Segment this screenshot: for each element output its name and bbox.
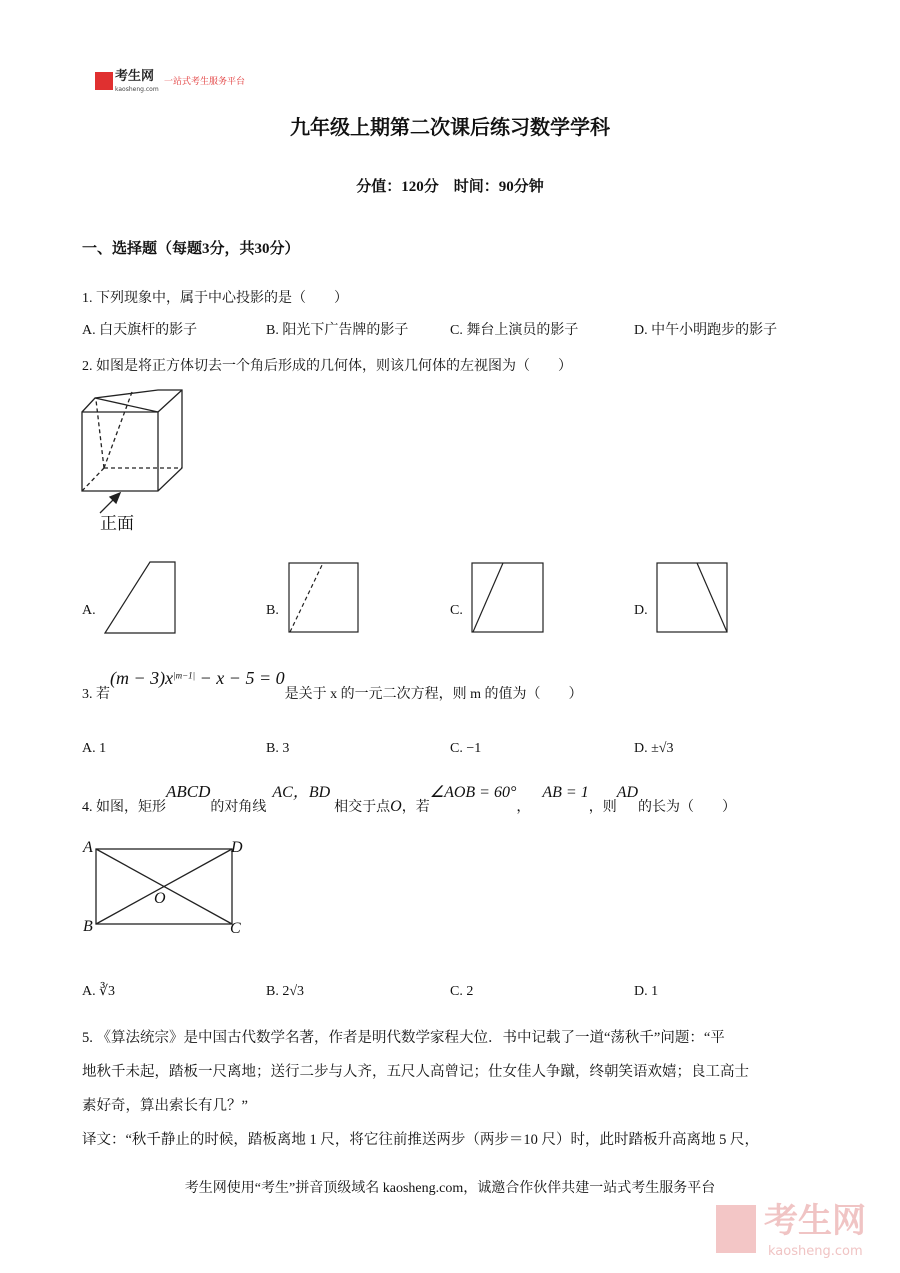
q3-number: 3. 若: [82, 687, 110, 702]
q3-equation-rest: − x − 5 = 0: [195, 668, 285, 688]
option-a-figure: [105, 562, 175, 633]
q2-option-b[interactable]: B.: [266, 603, 279, 618]
score-time: 分值：120分 时间：90分钟: [356, 179, 544, 195]
q1-option-a[interactable]: A. 白天旗杆的影子: [82, 323, 198, 338]
q3-option-b[interactable]: B. 3: [266, 741, 290, 756]
header-slogan: 一站式考生服务平台: [164, 77, 246, 87]
q3-stem: [82, 668, 582, 704]
q1-option-d[interactable]: D. 中午小明跑步的影子: [634, 323, 778, 338]
q4-text: ，则: [588, 799, 617, 815]
q3-option-c[interactable]: C. −1: [450, 741, 482, 756]
label-b: B: [83, 918, 93, 935]
q2-option-c[interactable]: C.: [450, 603, 463, 618]
section-heading: 一、选择题（每题3分，共30分）: [82, 241, 300, 257]
q5-line-2: 地秋千未起，踏板一尺离地；送行二步与人齐，五尺人高曾记；仕女佳人争蹴，终朝笑语欢嬉；良工高士: [82, 1064, 749, 1080]
q2-option-a[interactable]: A.: [82, 603, 96, 618]
q5-line-4: 译文：“秋千静止的时候，踏板离地 1 尺，将它往前推送两步（两步＝10 尺）时，此时踏板升高离地 5 尺，: [82, 1132, 760, 1148]
q4-math: AC，BD: [272, 784, 331, 802]
footer-text: 考生网使用“考生”拼音顶级域名 kaosheng.com，诚邀合作伙伴共建一站式考生服务平台: [184, 1181, 716, 1196]
q4-stem: [82, 782, 736, 816]
label-c: C: [230, 920, 241, 937]
q3-option-d[interactable]: D. ±√3: [634, 741, 674, 756]
q2-option-d[interactable]: D.: [634, 603, 648, 618]
q3-equation: (m − 3)x: [110, 668, 174, 688]
q4-text: 的长为（ ）: [638, 799, 737, 815]
q5-line-3: 素好奇，算出索长有几？”: [82, 1098, 248, 1114]
front-view-label: 正面: [100, 514, 134, 533]
logo-name: 考生网: [115, 69, 155, 84]
q1-option-c[interactable]: C. 舞台上演员的影子: [450, 323, 579, 338]
q4-option-b[interactable]: B. 2√3: [266, 984, 305, 999]
page-title: 九年级上期第二次课后练习数学学科: [290, 117, 610, 139]
q4-math: ∠AOB = 60°: [429, 784, 517, 802]
q4-math: ABCD: [166, 782, 211, 801]
label-a: A: [83, 839, 93, 856]
q4-text: 的对角线: [210, 799, 267, 815]
q2-stem: 2. 如图是将正方体切去一个角后形成的几何体，则该几何体的左视图为（ ）: [82, 359, 572, 374]
label-o: O: [154, 890, 166, 907]
q4-text: ，若: [401, 799, 430, 815]
watermark-logo-icon: [716, 1205, 756, 1253]
q4-text: ，: [516, 799, 531, 815]
option-d-figure: [657, 563, 727, 632]
q3-exponent: |m−1|: [173, 670, 196, 681]
q4-math: O: [390, 798, 402, 816]
q4-option-d[interactable]: D. 1: [634, 984, 659, 999]
q3-stem-rest: 是关于 x 的一元二次方程，则 m 的值为（ ）: [284, 687, 583, 702]
q4-option-c[interactable]: C. 2: [450, 984, 474, 999]
q5-line-1: 5. 《算法统宗》是中国古代数学名著，作者是明代数学家程大位．书中记载了一道“荡秋千”问题：“平: [82, 1030, 725, 1046]
q4-text: 4. 如图，矩形: [82, 799, 166, 815]
q1-option-b[interactable]: B. 阳光下广告牌的影子: [266, 323, 409, 338]
q1-stem: 1. 下列现象中，属于中心投影的是（ ）: [82, 291, 348, 306]
option-c-figure: [472, 563, 543, 632]
logo-domain: kaosheng.com: [115, 86, 159, 93]
q3-option-a[interactable]: A. 1: [82, 741, 107, 756]
watermark-domain: kaosheng.com: [768, 1244, 863, 1259]
label-d: D: [231, 839, 243, 856]
cut-cube-figure: [82, 390, 182, 513]
q4-math: AB = 1: [542, 784, 589, 802]
q4-math: AD: [616, 784, 639, 802]
watermark-name: 考生网: [764, 1201, 866, 1241]
option-b-figure: [289, 563, 358, 632]
q4-text: 相交于点: [334, 799, 391, 815]
q3-equation-group: [110, 668, 285, 704]
q4-option-a[interactable]: A. ∛3: [82, 984, 116, 999]
